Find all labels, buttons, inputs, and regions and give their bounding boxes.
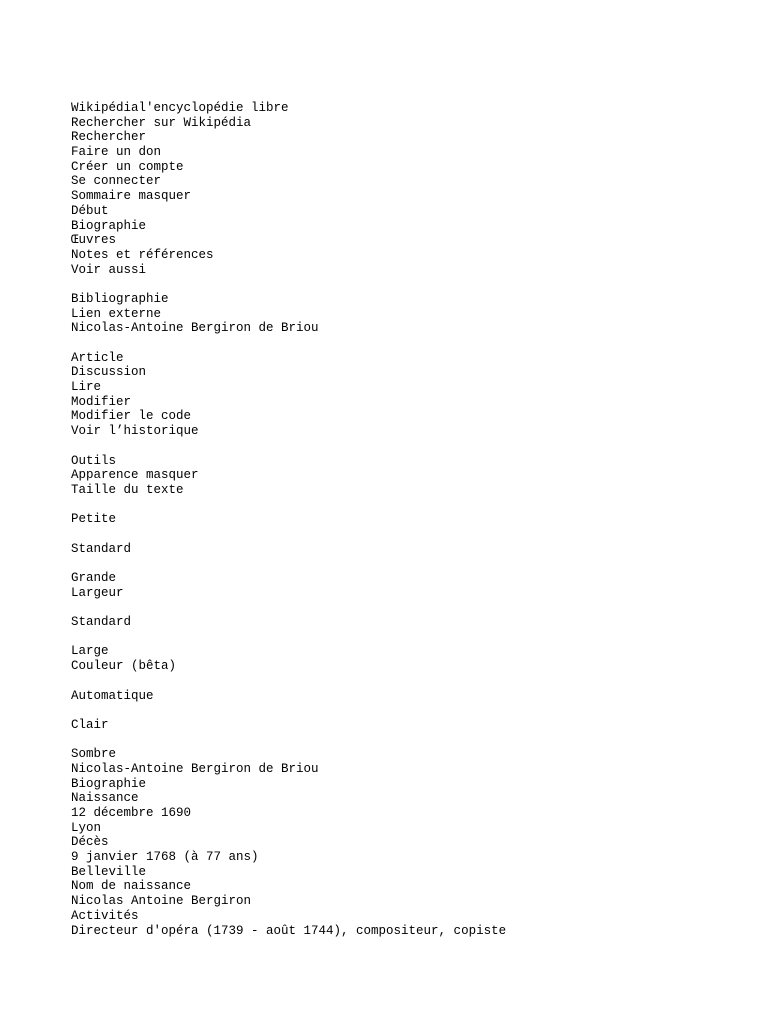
infobox-title: Nicolas-Antoine Bergiron de Briou bbox=[71, 761, 319, 776]
spacer bbox=[71, 630, 751, 645]
toc-item-bibliographie[interactable]: Bibliographie bbox=[71, 291, 169, 306]
toc-item-voir-aussi[interactable]: Voir aussi bbox=[71, 262, 147, 277]
tab-edit[interactable]: Modifier bbox=[71, 394, 132, 409]
spacer bbox=[71, 733, 751, 748]
tools-menu[interactable]: Outils bbox=[71, 453, 117, 468]
color-light-option[interactable]: Clair bbox=[71, 717, 109, 732]
page-title: Nicolas-Antoine Bergiron de Briou bbox=[71, 321, 319, 336]
death-place[interactable]: Belleville bbox=[71, 864, 147, 879]
donate-link[interactable]: Faire un don bbox=[71, 145, 162, 160]
activities-value: Directeur d'opéra (1739 - août 1744), compositeur, copiste bbox=[71, 923, 507, 938]
toc-item-notes[interactable]: Notes et références bbox=[71, 247, 214, 262]
birth-label: Naissance bbox=[71, 791, 139, 806]
spacer bbox=[71, 336, 751, 351]
spacer bbox=[71, 703, 751, 718]
search-label[interactable]: Rechercher sur Wikipédia bbox=[71, 115, 252, 130]
spacer bbox=[71, 527, 751, 542]
width-standard-option[interactable]: Standard bbox=[71, 615, 132, 630]
activities-label: Activités bbox=[71, 908, 139, 923]
search-button[interactable]: Rechercher bbox=[71, 130, 147, 145]
toc-item-biographie[interactable]: Biographie bbox=[71, 218, 147, 233]
spacer bbox=[71, 277, 751, 292]
text-size-standard-option[interactable]: Standard bbox=[71, 541, 132, 556]
birth-name-label: Nom de naissance bbox=[71, 879, 192, 894]
text-size-small-option[interactable]: Petite bbox=[71, 512, 117, 527]
tab-discussion[interactable]: Discussion bbox=[71, 365, 147, 380]
death-date[interactable]: 9 janvier 1768 (à 77 ans) bbox=[71, 850, 259, 865]
spacer bbox=[71, 498, 751, 513]
birth-name: Nicolas Antoine Bergiron bbox=[71, 894, 252, 909]
appearance-title[interactable]: Apparence masquer bbox=[71, 468, 199, 483]
color-auto-option[interactable]: Automatique bbox=[71, 688, 154, 703]
tab-article[interactable]: Article bbox=[71, 350, 124, 365]
create-account-link[interactable]: Créer un compte bbox=[71, 159, 184, 174]
infobox-section: Biographie bbox=[71, 776, 147, 791]
birth-date[interactable]: 12 décembre 1690 bbox=[71, 806, 192, 820]
login-link[interactable]: Se connecter bbox=[71, 174, 162, 189]
death-label: Décès bbox=[71, 835, 109, 850]
color-dark-option[interactable]: Sombre bbox=[71, 747, 117, 762]
toc-item-oeuvres[interactable]: Œuvres bbox=[71, 233, 117, 248]
spacer bbox=[71, 556, 751, 571]
tab-read[interactable]: Lire bbox=[71, 380, 102, 395]
width-large-option[interactable]: Large bbox=[71, 644, 109, 659]
toc-item-lien-externe[interactable]: Lien externe bbox=[71, 306, 162, 321]
site-logo[interactable]: Wikipédial'encyclopédie libre bbox=[71, 101, 289, 115]
text-size-large-option[interactable]: Grande bbox=[71, 571, 117, 585]
toc-title[interactable]: Sommaire masquer bbox=[71, 189, 192, 204]
toc-item-debut[interactable]: Début bbox=[71, 203, 109, 218]
birth-place[interactable]: Lyon bbox=[71, 820, 102, 835]
spacer bbox=[71, 600, 751, 615]
spacer bbox=[71, 674, 751, 689]
tab-history[interactable]: Voir l’historique bbox=[71, 424, 199, 439]
tab-edit-source[interactable]: Modifier le code bbox=[71, 409, 192, 424]
spacer bbox=[71, 439, 751, 454]
text-size-label: Taille du texte bbox=[71, 482, 184, 497]
color-label: Couleur (bêta) bbox=[71, 659, 177, 674]
page-content bbox=[71, 101, 751, 938]
width-label: Largeur bbox=[71, 585, 124, 600]
